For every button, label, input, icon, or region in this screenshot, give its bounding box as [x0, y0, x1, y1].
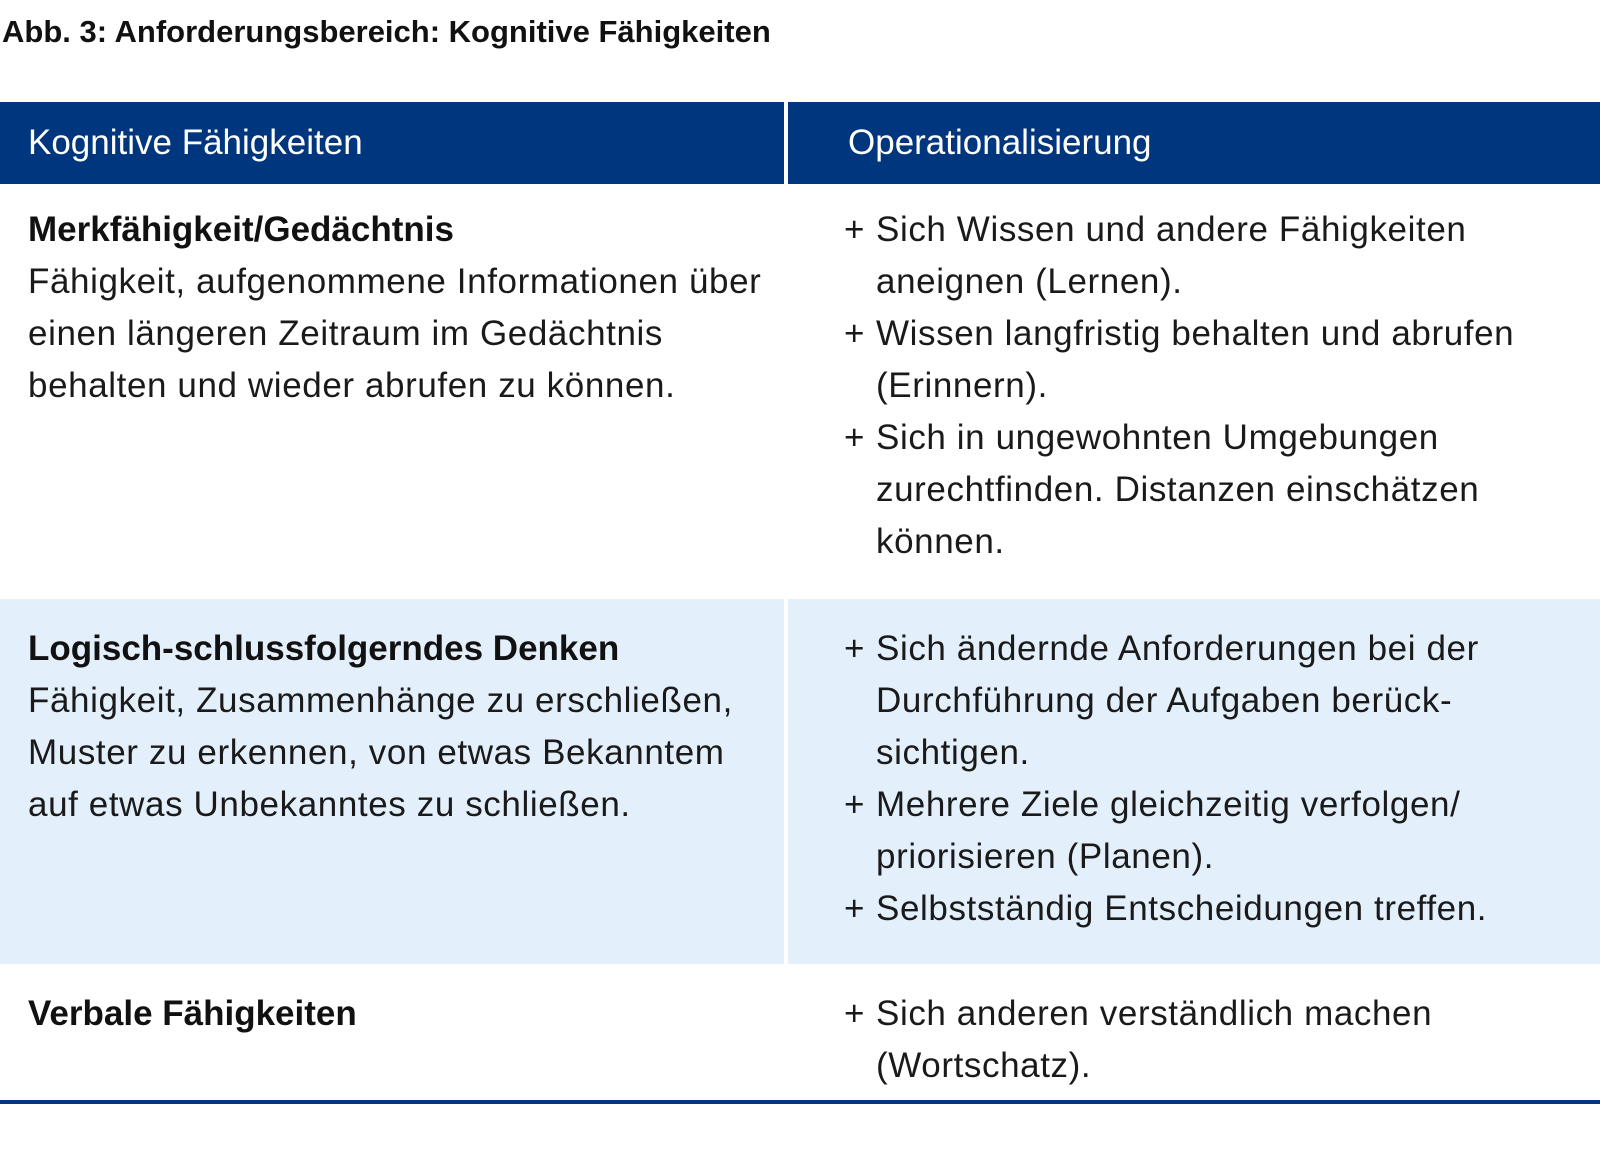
table-header-row	[0, 102, 1600, 184]
list-item-text: Sich anderen verständlich machen (Wortschatz).	[876, 994, 1433, 1085]
skill-description: Fähigkeit, Zusammenhänge zu erschließen, Muster zu erkennen, von etwas Bekanntem auf etwas Unbekanntes zu schließen.	[28, 681, 733, 824]
list-item-text: Sich in ungewohnten Umgebungen zurechtfinden. Distanzen einschätzen können.	[876, 418, 1480, 561]
operationalization-cell	[788, 599, 1600, 964]
plus-bullet-icon: +	[844, 314, 866, 353]
list-item-text: Selbstständig Entscheidungen treffen.	[876, 889, 1488, 928]
plus-bullet-icon: +	[844, 210, 866, 249]
list-item	[844, 988, 1590, 1092]
plus-bullet-icon: +	[844, 785, 866, 824]
header-cognitive-skills: Kognitive Fähigkeiten	[0, 102, 784, 184]
list-item	[844, 779, 1590, 883]
list-item-text: Mehrere Ziele gleichzeitig verfolgen/ priorisieren (Planen).	[876, 785, 1461, 876]
skill-title: Merkfähigkeit/Gedächtnis	[28, 210, 454, 249]
plus-bullet-icon: +	[844, 629, 866, 668]
operationalization-cell	[788, 184, 1600, 599]
list-item	[844, 204, 1590, 308]
list-item	[844, 883, 1590, 935]
skill-cell	[0, 599, 784, 964]
plus-bullet-icon: +	[844, 889, 866, 928]
plus-bullet-icon: +	[844, 994, 866, 1033]
header-operationalization: Operationalisierung	[788, 102, 1600, 184]
list-item	[844, 308, 1590, 412]
table-row	[0, 599, 1600, 964]
operationalization-list	[844, 988, 1590, 1092]
list-item-text: Sich Wissen und andere Fähigkeiten aneignen (Lernen).	[876, 210, 1467, 301]
table-row	[0, 184, 1600, 599]
table-row	[0, 964, 1600, 1112]
skill-cell	[0, 964, 784, 1112]
operationalization-list	[844, 623, 1590, 935]
table-bottom-rule	[0, 1100, 1600, 1104]
skill-title: Verbale Fähigkeiten	[28, 994, 357, 1033]
operationalization-cell	[788, 964, 1600, 1112]
operationalization-list	[844, 204, 1590, 568]
requirements-table	[0, 102, 1600, 1112]
list-item-text: Wissen langfristig behalten und abrufen (Erinnern).	[876, 314, 1515, 405]
figure-caption: Abb. 3: Anforderungsbereich: Kognitive Fähigkeiten	[2, 14, 771, 49]
skill-description: Fähigkeit, aufgenommene Informationen über einen längeren Zeitraum im Gedächtnis behalten und wieder abrufen zu können.	[28, 262, 762, 405]
list-item	[844, 412, 1590, 568]
plus-bullet-icon: +	[844, 418, 866, 457]
list-item	[844, 623, 1590, 779]
list-item-text: Sich ändernde Anforderungen bei der Durchführung der Aufgaben berück-sichtigen.	[876, 629, 1479, 772]
skill-title: Logisch-schlussfolgerndes Denken	[28, 629, 620, 668]
skill-cell	[0, 184, 784, 599]
